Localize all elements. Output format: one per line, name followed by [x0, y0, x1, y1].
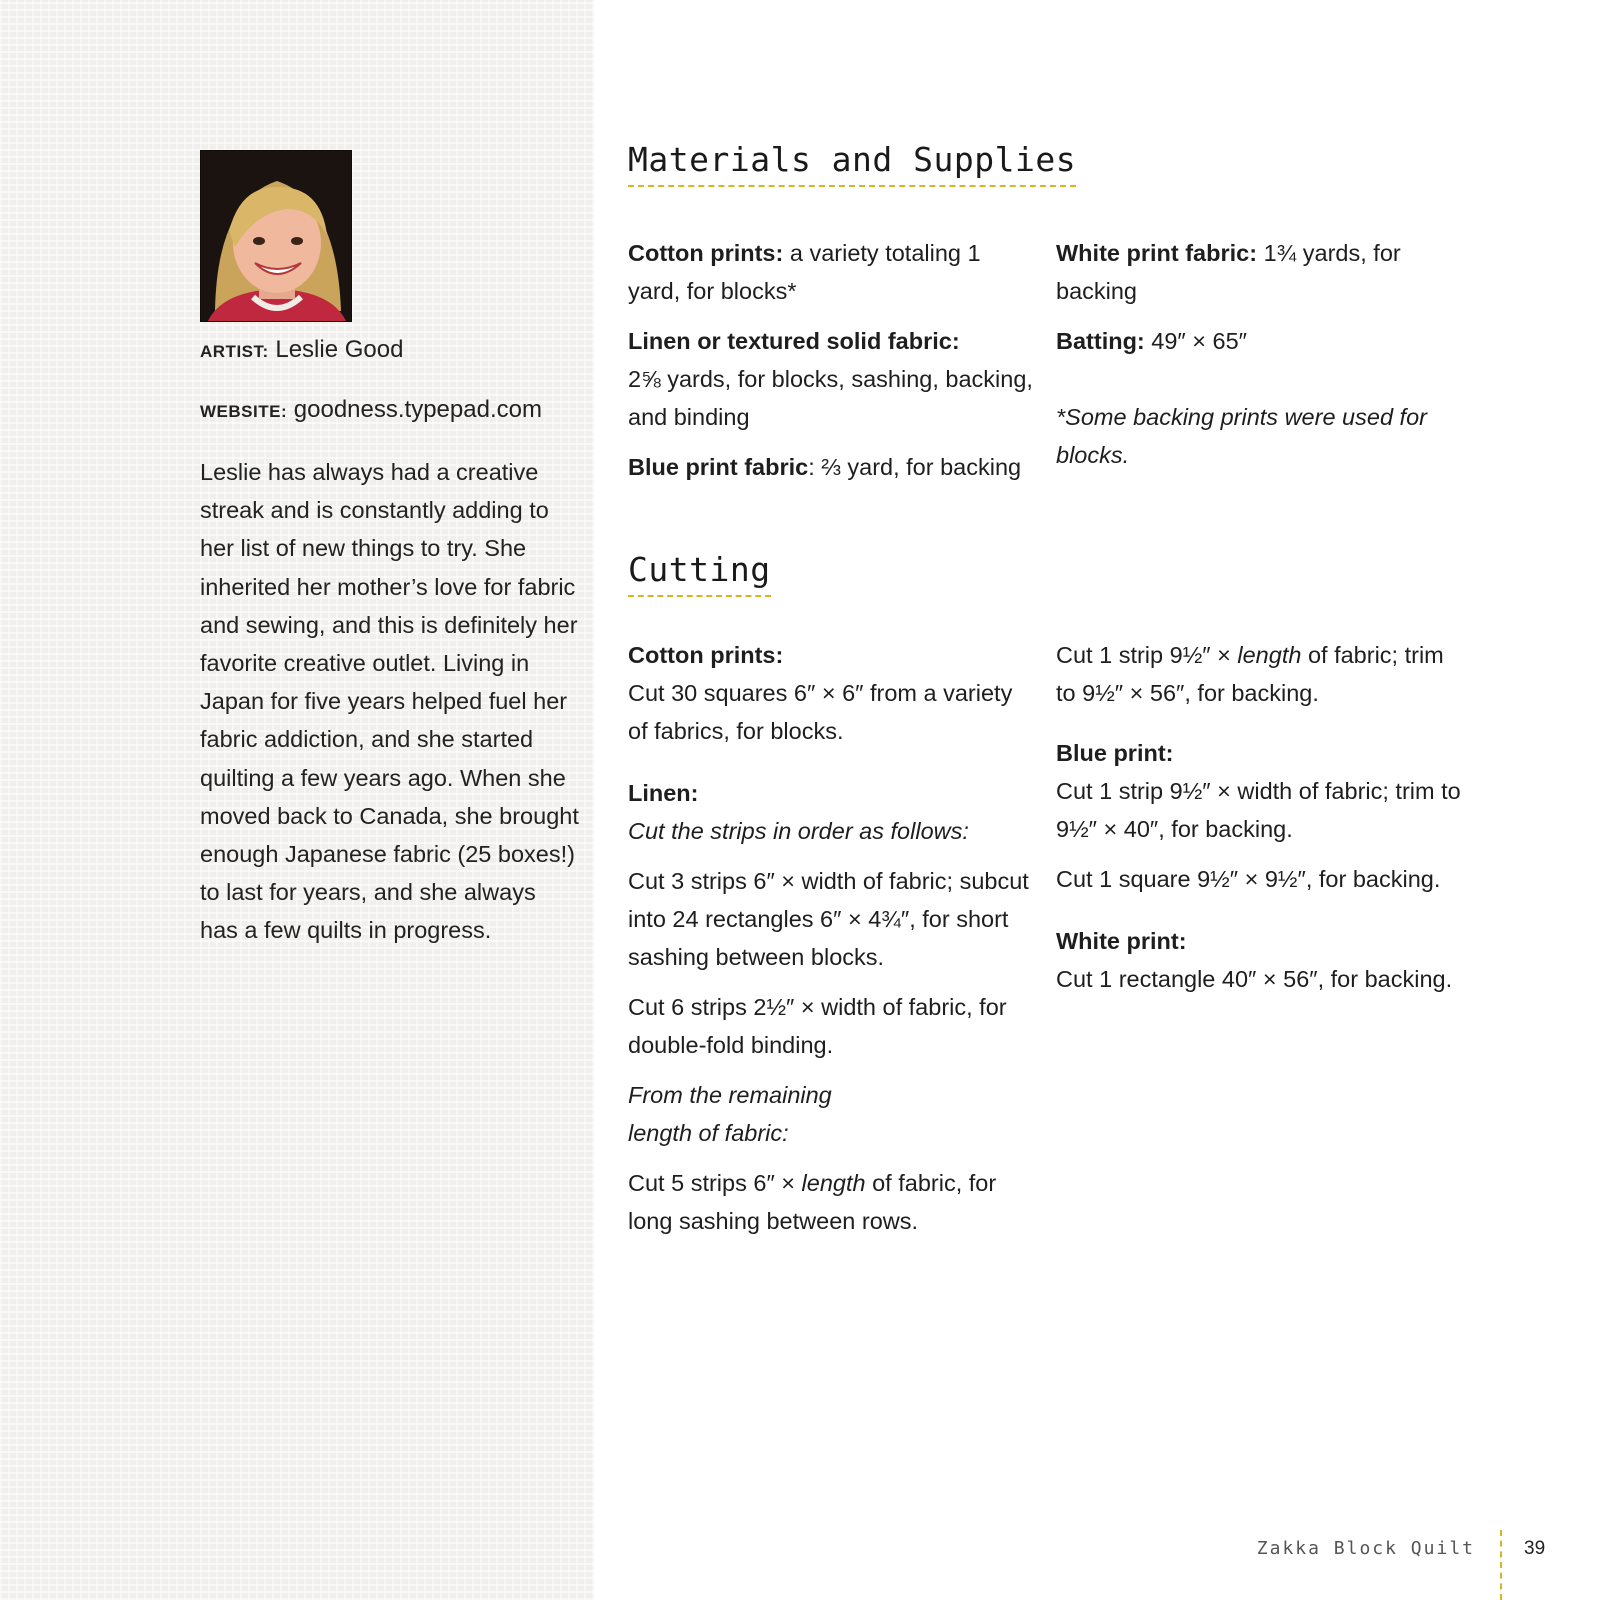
materials-item: [628, 448, 1033, 486]
cutting-subintro-line: length of fabric:: [628, 1120, 789, 1146]
materials-column-left: [628, 234, 1033, 498]
artist-bio: Leslie has always had a creative streak and is constantly adding to her list of new things to try. She inherited her mother’s love for fabric and sewing, and this is definitely her favorite creative outlet. Living in Japan for five years helped fuel her fabric addiction, and she started quilting a few years ago. When she moved back to Canada, she brought enough Japanese fabric (25 boxes!) to last for years, and she always has a few quilts in progress.: [200, 459, 579, 944]
cutting-group-label: Blue print:: [1056, 740, 1174, 766]
artist-label: ARTIST:: [200, 342, 269, 361]
cutting-column-left: [628, 636, 1033, 1252]
cutting-instruction: Cut 6 strips 2½″ × width of fabric, for double-fold binding.: [628, 994, 1007, 1058]
footer-book-title: Zakka Block Quilt: [1256, 1538, 1475, 1559]
cutting-instruction: Cut 1 rectangle 40″ × 56″, for backing.: [1056, 966, 1453, 992]
cutting-group-blue: [1056, 734, 1461, 848]
cutting-subintro: [628, 1076, 1033, 1152]
cutting-group-label: Linen:: [628, 780, 699, 806]
materials-item-label: Linen or textured solid fabric:: [628, 328, 960, 354]
cutting-instruction: [628, 1164, 1033, 1240]
materials-item-text: a variety totaling 1 yard, for blocks*: [628, 240, 981, 304]
materials-item-text: 1¾ yards, for backing: [1056, 240, 1401, 304]
cutting-group-label: White print:: [1056, 928, 1187, 954]
materials-item-label: White print fabric:: [1056, 240, 1258, 266]
materials-item: [628, 234, 1033, 310]
cutting-instruction: [1056, 636, 1461, 712]
cutting-column-right: [1056, 636, 1461, 1010]
artist-line: [200, 336, 403, 364]
website-label: WEBSITE:: [200, 402, 288, 421]
cutting-instruction: Cut 1 strip 9½″ × width of fabric; trim to 9½″ × 40″, for backing.: [1056, 778, 1461, 842]
page-number: 39: [1524, 1538, 1546, 1559]
materials-item-label: Cotton prints:: [628, 240, 784, 266]
cutting-emphasis: length: [1237, 642, 1302, 668]
cutting-group-white: [1056, 922, 1461, 998]
materials-heading: Materials and Supplies: [628, 140, 1076, 187]
footer-divider: [1500, 1530, 1502, 1600]
materials-item: [628, 322, 1033, 436]
cutting-instruction: Cut 1 square 9½″ × 9½″, for backing.: [1056, 866, 1441, 892]
website-line: [200, 396, 542, 424]
materials-item-text: : ⅔ yard, for backing: [808, 454, 1022, 480]
materials-note: *Some backing prints were used for blocks.: [1056, 404, 1427, 468]
cutting-heading: Cutting: [628, 550, 771, 597]
website-link[interactable]: goodness.typepad.com: [293, 396, 542, 423]
materials-item-text: 49″ × 65″: [1144, 328, 1247, 354]
cutting-instruction: Cut 3 strips 6″ × width of fabric; subcut into 24 rectangles 6″ × 4¾″, for short sashing between blocks.: [628, 868, 1029, 970]
materials-item: [1056, 234, 1461, 310]
materials-item-label: Blue print fabric: [628, 454, 809, 480]
cutting-intro: Cut the strips in order as follows:: [628, 818, 969, 844]
cutting-instruction: Cut 30 squares 6″ × 6″ from a variety of fabrics, for blocks.: [628, 680, 1013, 744]
cutting-emphasis: length: [801, 1170, 866, 1196]
cutting-subintro-line: From the remaining: [628, 1082, 832, 1108]
cutting-text: of fabric; trim to 9½″ × 56″, for backing.: [1056, 642, 1444, 706]
materials-item-text: 2⅝ yards, for blocks, sashing, backing, and binding: [628, 366, 1033, 430]
artist-photo: [200, 150, 352, 322]
cutting-text: of fabric, for long sashing between rows.: [628, 1170, 997, 1234]
cutting-group-linen: [628, 774, 1033, 850]
cutting-group-label: Cotton prints:: [628, 642, 784, 668]
materials-item: [1056, 322, 1461, 360]
cutting-text: Cut 1 strip 9½″ ×: [1056, 642, 1238, 668]
artist-name: Leslie Good: [275, 336, 404, 363]
materials-item-label: Batting:: [1056, 328, 1145, 354]
materials-column-right: [1056, 234, 1461, 486]
cutting-group-cotton: [628, 636, 1033, 750]
cutting-text: Cut 5 strips 6″ ×: [628, 1170, 802, 1196]
